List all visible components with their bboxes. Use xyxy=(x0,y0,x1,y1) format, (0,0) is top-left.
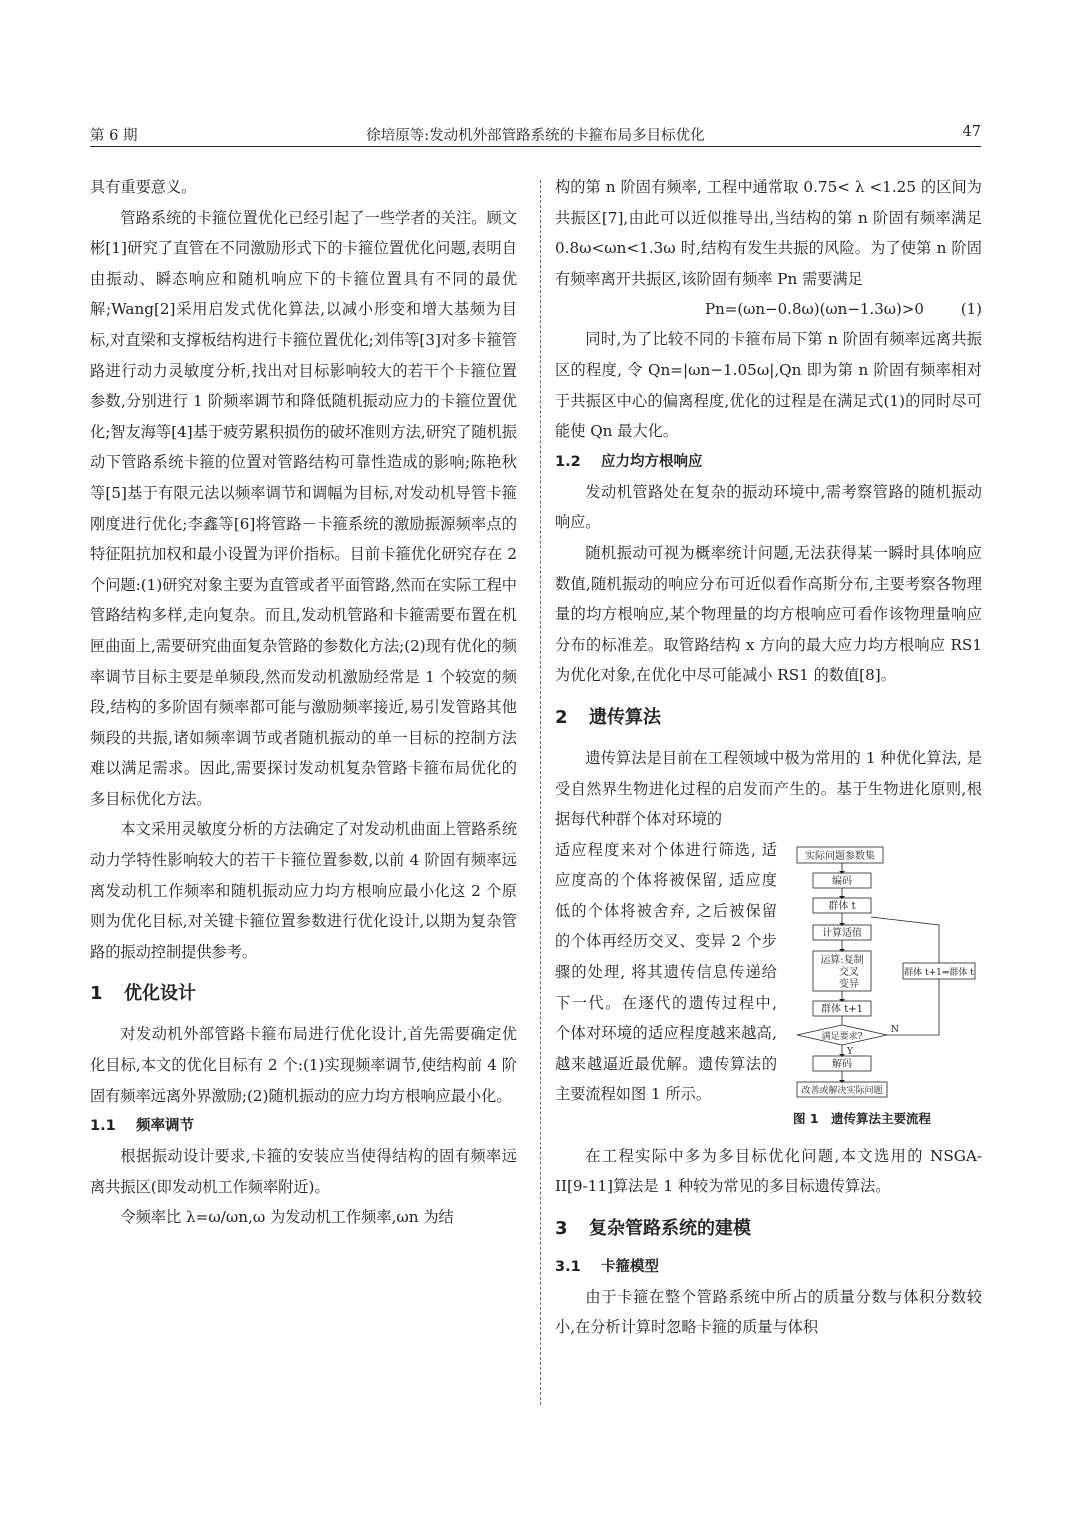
paragraph: 令频率比 λ=ω/ωn,ω 为发动机工作频率,ωn 为结 xyxy=(120,1208,454,1227)
flow-text-check: 满足要求? xyxy=(821,1031,863,1042)
issue-number: 第 6 期 xyxy=(90,128,138,144)
flow-text-population: 群体 t xyxy=(828,900,856,912)
section-heading-1-2 xyxy=(555,449,982,475)
section-number: 3 xyxy=(555,1217,568,1239)
equation-1 xyxy=(555,294,982,324)
right-column xyxy=(555,172,982,1343)
paragraph: 构的第 n 阶固有频率, 工程中通常取 0.75< λ <1.25 的区间为共振区[7],由此可以近似推导出,当结构的第 n 阶固有频率满足 0.8ω<ωn<1.3ω 时,结构有发生共振的风险。为了使第 n 阶固有频率离开共振区,该阶固有频率 Pn 需要满足 xyxy=(555,178,982,288)
paragraph: 本文采用灵敏度分析的方法确定了对发动机曲面上管路系统动力学特性影响较大的若干卡箍位置参数,以前 4 阶固有频率远离发动机工作频率和随机振动应力均方根响应最小化这 2 个原则为优化目标,对关键卡箍位置参数进行优化设计,以期为复杂管路的振动控制提供参考。 xyxy=(90,820,517,961)
flow-text-ops-a: 运算:复制 xyxy=(820,954,864,966)
page-number: 47 xyxy=(962,124,981,140)
column-divider xyxy=(540,180,541,1405)
flow-text-ops-c: 变异 xyxy=(839,978,859,990)
flow-text-params: 实际问题参数集 xyxy=(805,850,875,862)
section-heading-1 xyxy=(90,979,517,1009)
paragraph: 遗传算法是目前在工程领域中极为常用的 1 种优化算法, 是受自然界生物进化过程的启发而产生的。基于生物进化原则,根据每代种群个体对环境的 xyxy=(555,748,982,829)
flow-label-no: N xyxy=(891,1024,899,1035)
flow-text-encode: 编码 xyxy=(832,875,852,887)
section-title: 遗传算法 xyxy=(589,706,661,728)
paragraph: 适应程度来对个体进行筛选, 适应度高的个体将被保留, 适应度低的个体将被舍弃, 之后被保留的个体再经历交叉、变异 2 个步骤的处理, 将其遗传信息传递给下一代。在逐代的遗传过程中, 个体对环境的适应程度越来越高,越来越逼近最优解。遗传算法的主要流程如图 1 所示。 xyxy=(555,840,777,1104)
flow-text-side: 群体 t+1⇒群体 t xyxy=(904,967,974,978)
equation-formula: Pn=(ωn−0.8ω)(ωn−1.3ω)>0 xyxy=(705,300,924,319)
section-heading-3-1 xyxy=(555,1254,982,1280)
section-number: 1.1 xyxy=(90,1118,116,1135)
paragraph: 具有重要意义。 xyxy=(90,178,197,196)
paragraph: 同时,为了比较不同的卡箍布局下第 n 阶固有频率远离共振区的程度, 令 Qn=|ωn−1.05ω|,Qn 即为第 n 阶固有频率相对于共振区中心的偏离程度,优化的过程是在满足式(1)的同时尽可能使 Qn 最大化。 xyxy=(555,330,982,441)
section-title: 优化设计 xyxy=(124,983,196,1005)
wrapped-text xyxy=(555,835,777,1110)
running-title: 徐培原等:发动机外部管路系统的卡箍布局多目标优化 xyxy=(366,128,705,144)
section-title: 频率调节 xyxy=(136,1118,194,1135)
section-number: 1.2 xyxy=(555,453,581,470)
paragraph: 随机振动可视为概率统计问题,无法获得某一瞬时具体响应数值,随机振动的响应分布可近似看作高斯分布,主要考察各物理量的均方根响应,某个物理量的均方根响应可看作该物理量响应分布的标准差。取管路结构 x 方向的最大应力均方根响应 RS1 为优化对象,在优化中尽可能减小 RS1 的数值[8]。 xyxy=(555,543,982,685)
figure-block xyxy=(555,835,982,1141)
flow-text-decode: 解码 xyxy=(832,1058,852,1070)
flow-text-fitness: 计算适值 xyxy=(822,927,862,939)
section-number: 3.1 xyxy=(555,1258,581,1275)
section-title: 应力均方根响应 xyxy=(601,453,703,470)
section-title: 卡箍模型 xyxy=(601,1258,659,1275)
flow-text-next-population: 群体 t+1 xyxy=(821,1003,863,1015)
flow-text-improve: 改善或解决实际问题 xyxy=(801,1085,883,1096)
paragraph: 根据振动设计要求,卡箍的安装应当使得结构的固有频率远离共振区(即发动机工作频率附近)。 xyxy=(90,1147,517,1196)
flow-text-ops-b: 交叉 xyxy=(839,966,859,978)
figure-caption: 图 1 遗传算法主要流程 xyxy=(793,1110,932,1126)
section-number: 2 xyxy=(555,706,568,728)
flowchart-figure xyxy=(785,845,985,1141)
paragraph: 发动机管路处在复杂的振动环境中,需考察管路的随机振动响应。 xyxy=(555,482,982,532)
section-number: 1 xyxy=(90,983,103,1005)
paragraph: 对发动机外部管路卡箍布局进行优化设计,首先需要确定优化目标,本文的优化目标有 2 个:(1)实现频率调节,使结构前 4 阶固有频率远离外界激励;(2)随机振动的应力均方根响应最小化。 xyxy=(90,1025,517,1105)
equation-number: (1) xyxy=(960,300,982,319)
running-header xyxy=(90,124,981,147)
paragraph: 由于卡箍在整个管路系统中所占的质量分数与体积分数较小,在分析计算时忽略卡箍的质量与体积 xyxy=(555,1287,982,1337)
section-heading-1-1 xyxy=(90,1113,517,1139)
flowchart-svg xyxy=(785,845,985,1107)
paragraph: 在工程实际中多为多目标优化问题,本文选用的 NSGA-II[9-11]算法是 1 种较为常见的多目标遗传算法。 xyxy=(555,1146,982,1196)
section-heading-2 xyxy=(555,703,982,733)
section-title: 复杂管路系统的建模 xyxy=(589,1217,751,1239)
paragraph: 管路系统的卡箍位置优化已经引起了一些学者的关注。顾文彬[1]研究了直管在不同激励形式下的卡箍位置优化问题,表明自由振动、瞬态响应和随机响应下的卡箍位置具有不同的最优解;Wang[2]采用启发式优化算法,以减小形变和增大基频为目标,对直梁和支撑板结构进行卡箍位置优化;刘伟等[3]对多卡箍管路进行动力灵敏度分析,找出对目标影响较大的若干个卡箍位置参数,分别进行 1 阶频率调节和降低随机振动应力的卡箍位置优化;智友海等[4]基于疲劳累积损伤的破坏准则方法,研究了随机振动下管路系统卡箍的位置对管路结构可靠性造成的影响;陈艳秋等[5]基于有限元法以频率调节和调幅为目标,对发动机导管卡箍刚度进行优化;李鑫等[6]将管路－卡箍系统的激励振源频率点的特征阻抗加权和最小设置为评价指标。目前卡箍优化研究存在 2 个问题:(1)研究对象主要为直管或者平面管路,然而在实际工程中管路结构多样,走向复杂。而且,发动机管路和卡箍需要布置在机匣曲面上,需要研究曲面复杂管路的参数化方法;(2)现有优化的频率调节目标主要是单频段,然而发动机激励经常是 1 个较宽的频段,结构的多阶固有频率都可能与激励频率接近,易引发管路其他频段的共振,诸如频率调节或者随机振动的单一目标的控制方法难以满足需求。因此,需要探讨发动机复杂管路卡箍布局优化的多目标优化方法。 xyxy=(90,208,517,808)
flow-label-yes: Y xyxy=(847,1046,853,1057)
left-column xyxy=(90,172,517,1233)
section-heading-3 xyxy=(555,1214,982,1244)
